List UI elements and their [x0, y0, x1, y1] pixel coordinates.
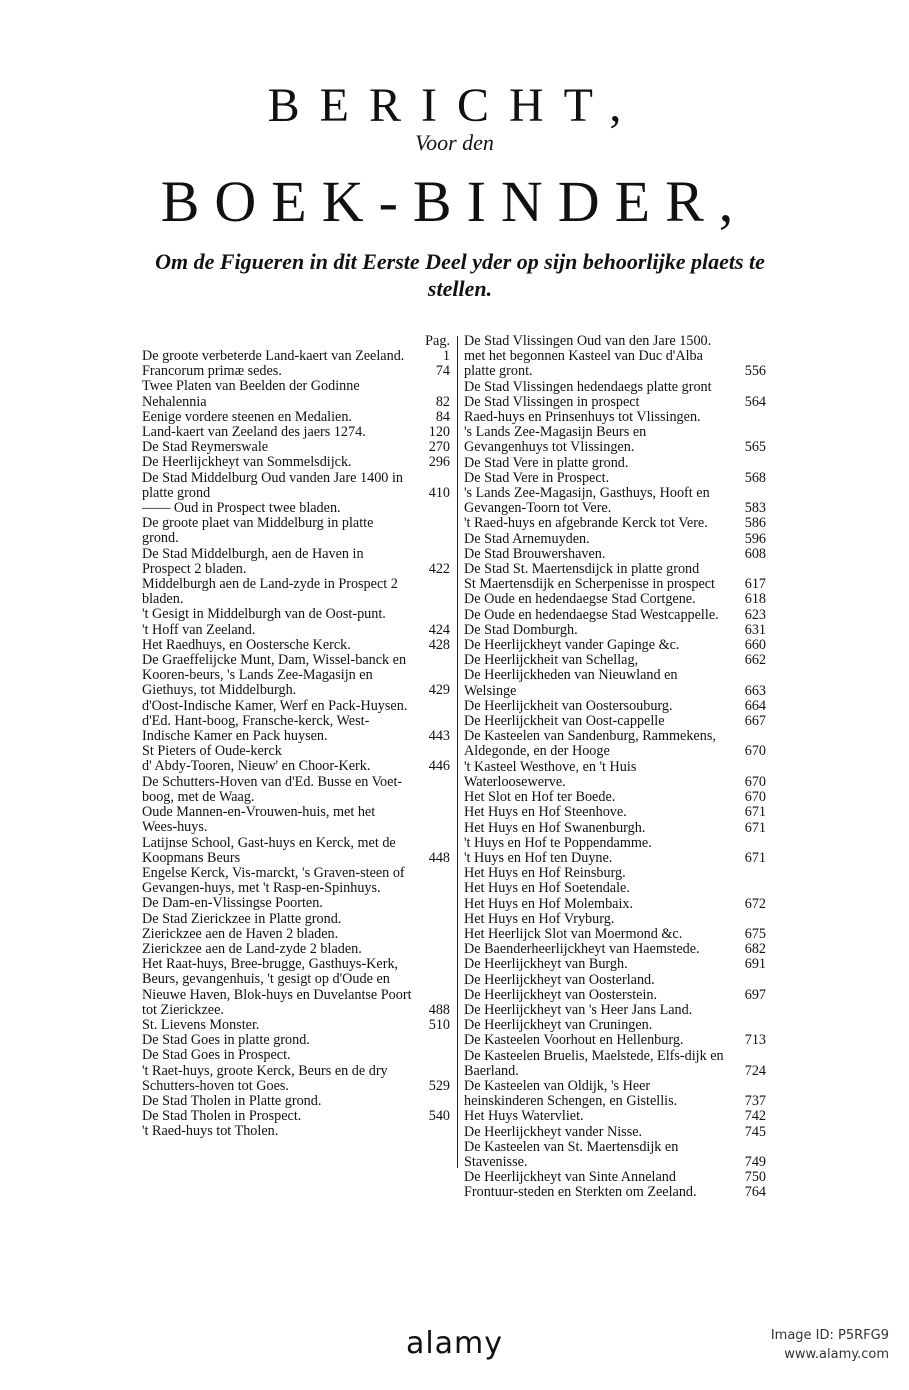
entry-title: De Heerlijckheyt vander Gapinge &c.: [464, 637, 680, 654]
entry-page-number: 742: [744, 1108, 766, 1125]
entry-page-number: 120: [428, 424, 450, 441]
entry-title: Twee Platen van Beelden der Godinne Nehalennia: [142, 378, 360, 410]
index-entry: [464, 1003, 766, 1018]
entry-title: St Maertensdijk en Scherpenisse in prospect: [464, 576, 715, 593]
entry-page-number: 74: [435, 363, 450, 380]
entry-page-number: 713: [744, 1032, 766, 1049]
index-entry: [142, 866, 450, 896]
entry-page-number: 670: [744, 743, 766, 760]
entry-page-number: 448: [428, 849, 450, 866]
index-entry: [464, 699, 766, 714]
index-entry: [142, 455, 450, 470]
entry-title: Zierickzee aen de Haven 2 bladen.: [142, 925, 339, 942]
entry-page-number: 586: [744, 515, 766, 532]
entry-title: De Oude en hedendaegse Stad Westcappelle.: [464, 606, 719, 623]
index-entry: [464, 410, 766, 425]
entry-title: 's Lands Zee-Magasijn, Gasthuys, Hooft en Gevangen-Toorn tot Vere.: [464, 485, 710, 517]
entry-title: 't Gesigt in Middelburgh van de Oost-punt.: [142, 606, 386, 623]
index-entry: [142, 759, 450, 774]
right-entry-list: [464, 334, 766, 1201]
subtitle: Om de Figueren in dit Eerste Deel yder op sijn behoorlijke plaets te stellen.: [155, 249, 765, 301]
entry-page-number: 296: [428, 454, 450, 471]
entry-title: Engelse Kerck, Vis-marckt, 's Graven-steen of Gevangen-huys, met 't Rasp-en-Spinhuys.: [142, 864, 405, 897]
entry-title: De Heerlijckheyt vander Nisse.: [464, 1123, 643, 1140]
entry-title: —— Oud in Prospect twee bladen.: [142, 500, 341, 517]
index-entry: [142, 836, 450, 866]
left-index-column: [142, 334, 450, 1140]
index-entry: [464, 988, 766, 1003]
index-entry: [464, 547, 766, 562]
entry-title: De Schutters-Hoven van d'Ed. Busse en Voet-boog, met de Waag.: [142, 773, 403, 805]
entry-title: 's Lands Zee-Magasijn Beurs en Gevangenhuys tot Vlissingen.: [464, 424, 647, 456]
entry-title: Land-kaert van Zeeland des jaers 1274.: [142, 424, 366, 441]
entry-page-number: 488: [428, 1001, 450, 1018]
entry-title: De Heerlijckheyt van Burgh.: [464, 956, 628, 973]
index-entry: [464, 1079, 766, 1109]
entry-title: De Heerlijckheyt van Oosterstein.: [464, 986, 658, 1003]
index-entry: [142, 1094, 450, 1109]
index-entry: [464, 957, 766, 972]
index-entry: [142, 1064, 450, 1094]
index-entry: [464, 1125, 766, 1140]
index-entry: [142, 623, 450, 638]
entry-title: St. Lievens Monster.: [142, 1016, 260, 1033]
entry-title: De Stad Vere in platte grond.: [464, 454, 629, 471]
entry-page-number: 660: [744, 637, 766, 654]
index-entry: [464, 1185, 766, 1200]
index-entry: [142, 1033, 450, 1048]
entry-title: Het Huys en Hof Steenhove.: [464, 804, 627, 821]
entry-title: St Pieters of Oude-kerck: [142, 743, 282, 760]
entry-title: De Stad Vere in Prospect.: [464, 469, 610, 486]
index-entry: [142, 1124, 450, 1139]
index-entry: [464, 395, 766, 410]
entry-page-number: 596: [744, 530, 766, 547]
entry-page-number: 697: [744, 986, 766, 1003]
entry-title: De Stad Goes in platte grond.: [142, 1032, 310, 1049]
index-entry: [464, 608, 766, 623]
index-entry: [464, 471, 766, 486]
index-entry: [142, 410, 450, 425]
entry-page-number: 422: [428, 560, 450, 577]
entry-page-number: 410: [428, 484, 450, 501]
index-entry: [142, 775, 450, 805]
entry-title: De Kasteelen van Oldijk, 's Heer heinskinderen Schengen, en Gistellis.: [464, 1077, 678, 1110]
index-entry: [464, 668, 766, 698]
entry-title: 't Hoff van Zeeland.: [142, 621, 256, 638]
index-entry: [142, 379, 450, 409]
index-entry: [464, 1018, 766, 1033]
index-entry: [142, 425, 450, 440]
title-boek-binder: BOEK-BINDER,: [160, 169, 749, 234]
index-entry: [464, 532, 766, 547]
entry-page-number: 691: [744, 956, 766, 973]
entry-title: Raed-huys en Prinsenhuys tot Vlissingen.: [464, 409, 701, 426]
index-entry: [142, 942, 450, 957]
entry-title: De Stad Goes in Prospect.: [142, 1047, 291, 1064]
entry-page-number: 623: [744, 606, 766, 623]
index-entry: [464, 851, 766, 866]
entry-title: Het Raedhuys, en Oostersche Kerck.: [142, 636, 351, 653]
entry-title: Het Huys en Hof Swanenburgh.: [464, 819, 646, 836]
index-entry: [142, 1018, 450, 1033]
entry-title: De Heerlijckheit van Oost-cappelle: [464, 713, 665, 730]
entry-page-number: 671: [744, 804, 766, 821]
entry-page-number: 737: [744, 1093, 766, 1110]
entry-title: 't Kasteel Westhove, en 't Huis Waterloosewerve.: [464, 758, 637, 790]
entry-page-number: 424: [428, 621, 450, 638]
entry-page-number: 540: [428, 1108, 450, 1125]
index-entry: [464, 897, 766, 912]
entry-page-number: 631: [744, 621, 766, 638]
index-entry: [464, 912, 766, 927]
entry-title: De Stad Reymerswale: [142, 439, 269, 456]
entry-page-number: 749: [744, 1153, 766, 1170]
entry-title: De Stad Arnemuyden.: [464, 530, 590, 547]
entry-title: Het Huys en Hof Reinsburg.: [464, 865, 626, 882]
index-entry: [464, 942, 766, 957]
index-entry: [464, 821, 766, 836]
entry-title: Het Raat-huys, Bree-brugge, Gasthuys-Kerk, Beurs, gevangenhuis, 't gesigt op d'Oude en Nieuwe Haven, Blok-huys en Duvelantse Poort tot Zierickzee.: [142, 956, 412, 1018]
entry-title: Middelburgh aen de Land-zyde in Prospect 2 bladen.: [142, 576, 398, 608]
entry-title: Zierickzee aen de Land-zyde 2 bladen.: [142, 940, 362, 957]
index-entry: [464, 516, 766, 531]
entry-title: Het Huys Watervliet.: [464, 1108, 584, 1125]
index-entry: [464, 729, 766, 759]
index-entry: [142, 349, 450, 364]
entry-title: d' Abdy-Tooren, Nieuw' en Choor-Kerk.: [142, 758, 371, 775]
title-voor-den: Voor den: [415, 130, 494, 155]
page-column-header: Pag.: [425, 333, 450, 349]
index-entry: [142, 805, 450, 835]
entry-title: De Kasteelen van Sandenburg, Rammekens, Aldegonde, en der Hooge: [464, 728, 716, 760]
entry-title: De Stad Domburgh.: [464, 621, 578, 638]
entry-page-number: 664: [744, 697, 766, 714]
index-entry: [464, 653, 766, 668]
entry-title: Het Huys en Hof Vryburg.: [464, 910, 615, 927]
entry-page-number: 564: [744, 393, 766, 410]
index-entry: [464, 973, 766, 988]
index-entry: [464, 623, 766, 638]
index-entry: [464, 1170, 766, 1185]
entry-page-number: 750: [744, 1169, 766, 1186]
entry-title: 't Raed-huys en afgebrande Kerck tot Vere.: [464, 515, 708, 532]
column-divider: [457, 336, 458, 1168]
entry-page-number: 670: [744, 773, 766, 790]
entry-title: De Heerlijckheyt van Sommelsdijck.: [142, 454, 352, 471]
entry-title: De Heerlijckheden van Nieuwland en Welsinge: [464, 667, 678, 699]
entry-page-number: 568: [744, 469, 766, 486]
entry-page-number: 82: [435, 393, 450, 410]
entry-page-number: 662: [744, 652, 766, 669]
entry-title: De Stad Vlissingen Oud van den Jare 1500. met het begonnen Kasteel van Duc d'Alba platte gront.: [464, 333, 712, 380]
index-entry: [142, 912, 450, 927]
entry-title: De groote verbeterde Land-kaert van Zeeland.: [142, 348, 405, 364]
entry-title: 't Raet-huys, groote Kerck, Beurs en de dry Schutters-hoven tot Goes.: [142, 1062, 388, 1094]
index-entry: [142, 501, 450, 516]
entry-page-number: 565: [744, 439, 766, 456]
index-entry: [464, 714, 766, 729]
entry-title: De Stad Middelburgh, aen de Haven in Prospect 2 bladen.: [142, 545, 364, 577]
index-entry: [142, 440, 450, 455]
index-entry: [464, 1109, 766, 1124]
entry-page-number: 428: [428, 636, 450, 653]
entry-title: Eenige vordere steenen en Medalien.: [142, 408, 352, 425]
index-entry: [464, 805, 766, 820]
entry-title: De Heerlijckheit van Oostersouburg.: [464, 697, 673, 714]
entry-title: Francorum primæ sedes.: [142, 363, 282, 380]
index-entry: [464, 425, 766, 455]
entry-title: Het Heerlijck Slot van Moermond &c.: [464, 925, 683, 942]
entry-page-number: 270: [428, 439, 450, 456]
index-entry: [464, 927, 766, 942]
entry-title: Het Huys en Hof Soetendale.: [464, 880, 630, 897]
entry-title: De Kasteelen Bruelis, Maelstede, Elfs-dijk en Baerland.: [464, 1047, 724, 1079]
index-entry: [142, 699, 450, 714]
entry-title: De Stad Tholen in Platte grond.: [142, 1092, 322, 1109]
entry-title: De Stad Tholen in Prospect.: [142, 1108, 302, 1125]
entry-title: De Stad St. Maertensdijck in platte grond: [464, 561, 700, 578]
index-entry: [464, 1033, 766, 1048]
index-entry: [142, 896, 450, 911]
entry-title: De Kasteelen van St. Maertensdijk en Stavenisse.: [464, 1138, 679, 1170]
entry-page-number: 618: [744, 591, 766, 608]
entry-title: De Baenderheerlijckheyt van Haemstede.: [464, 941, 700, 958]
entry-page-number: 671: [744, 849, 766, 866]
stock-url-label: www.alamy.com: [784, 1347, 889, 1362]
image-id-label: Image ID: P5RFG9: [770, 1328, 889, 1343]
entry-title: De Oude en hedendaegse Stad Cortgene.: [464, 591, 696, 608]
left-entry-list: [142, 349, 450, 1140]
entry-title: Latijnse School, Gast-huys en Kerck, met de Koopmans Beurs: [142, 834, 396, 866]
index-entry: [464, 486, 766, 516]
entry-page-number: 529: [428, 1077, 450, 1094]
entry-title: 't Huys en Hof te Poppendamme.: [464, 834, 652, 851]
index-entry: [142, 714, 450, 744]
entry-page-number: 84: [435, 408, 450, 425]
index-entry: [464, 790, 766, 805]
index-entry: [464, 881, 766, 896]
index-entry: [464, 1140, 766, 1170]
entry-page-number: 671: [744, 819, 766, 836]
index-entry: [142, 638, 450, 653]
index-entry: [464, 380, 766, 395]
entry-title: De Stad Vlissingen in prospect: [464, 393, 640, 410]
entry-title: De Heerlijckheyt van 's Heer Jans Land.: [464, 1001, 693, 1018]
entry-page-number: 443: [428, 728, 450, 745]
entry-title: d'Ed. Hant-boog, Fransche-kerck, West-Indische Kamer en Pack huysen.: [142, 712, 370, 745]
entry-page-number: 682: [744, 941, 766, 958]
entry-page-number: 446: [428, 758, 450, 775]
entry-title: Oude Mannen-en-Vrouwen-huis, met het Wees-huys.: [142, 804, 376, 836]
index-entry: [464, 836, 766, 851]
index-entry: [464, 866, 766, 881]
entry-title: De Stad Vlissingen hedendaegs platte gront: [464, 378, 712, 395]
entry-page-number: 663: [744, 682, 766, 699]
index-entry: [464, 760, 766, 790]
entry-page-number: 556: [744, 363, 766, 380]
entry-page-number: 608: [744, 545, 766, 562]
entry-title: Frontuur-steden en Sterkten om Zeeland.: [464, 1184, 697, 1201]
index-entry: [464, 592, 766, 607]
alamy-logo: alamy: [405, 1326, 504, 1361]
entry-page-number: 745: [744, 1123, 766, 1140]
entry-title: 't Huys en Hof ten Duyne.: [464, 849, 613, 866]
entry-title: De groote plaet van Middelburg in platte grond.: [142, 515, 374, 547]
entry-page-number: 510: [428, 1016, 450, 1033]
entry-page-number: 764: [744, 1184, 766, 1201]
index-entry: [142, 957, 450, 1018]
entry-title: De Graeffelijcke Munt, Dam, Wissel-banck en Kooren-beurs, 's Lands Zee-Magasijn en Giethuys, tot Middelburgh.: [142, 652, 407, 699]
entry-title: De Heerlijckheit van Schellag,: [464, 652, 639, 669]
entry-title: De Heerlijckheyt van Cruningen.: [464, 1017, 653, 1034]
entry-page-number: 617: [744, 576, 766, 593]
entry-page-number: 672: [744, 895, 766, 912]
entry-title: Het Slot en Hof ter Boede.: [464, 789, 616, 806]
entry-page-number: 724: [744, 1062, 766, 1079]
entry-page-number: 429: [428, 682, 450, 699]
entry-title: Het Huys en Hof Molembaix.: [464, 895, 634, 912]
entry-title: 't Raed-huys tot Tholen.: [142, 1123, 279, 1140]
entry-page-number: 1: [442, 348, 450, 364]
index-entry: [142, 1109, 450, 1124]
entry-page-number: 675: [744, 925, 766, 942]
index-entry: [142, 1048, 450, 1063]
entry-title: De Stad Brouwershaven.: [464, 545, 606, 562]
index-entry: [142, 471, 450, 501]
index-entry: [142, 607, 450, 622]
index-entry: [142, 364, 450, 379]
index-entry: [464, 562, 766, 577]
entry-title: De Heerlijckheyt van Sinte Anneland: [464, 1169, 676, 1186]
index-entry: [142, 744, 450, 759]
entry-page-number: 667: [744, 713, 766, 730]
entry-title: De Kasteelen Voorhout en Hellenburg.: [464, 1032, 684, 1049]
entry-title: De Stad Middelburg Oud vanden Jare 1400 in platte grond: [142, 469, 403, 501]
index-entry: [142, 516, 450, 546]
entry-page-number: 583: [744, 500, 766, 517]
title-bericht: BERICHT,: [267, 79, 642, 132]
index-entry: [464, 456, 766, 471]
entry-title: d'Oost-Indische Kamer, Werf en Pack-Huysen.: [142, 697, 408, 714]
index-entry: [142, 577, 450, 607]
entry-page-number: 670: [744, 789, 766, 806]
entry-title: De Heerlijckheyt van Oosterland.: [464, 971, 655, 988]
index-entry: [464, 1049, 766, 1079]
index-entry: [142, 927, 450, 942]
index-entry: [464, 334, 766, 380]
index-entry: [464, 577, 766, 592]
right-index-column: [464, 334, 766, 1201]
index-entry: [142, 547, 450, 577]
entry-title: De Dam-en-Vlissingse Poorten.: [142, 895, 323, 912]
index-entry: [464, 638, 766, 653]
entry-title: De Stad Zierickzee in Platte grond.: [142, 910, 342, 927]
index-entry: [142, 653, 450, 699]
